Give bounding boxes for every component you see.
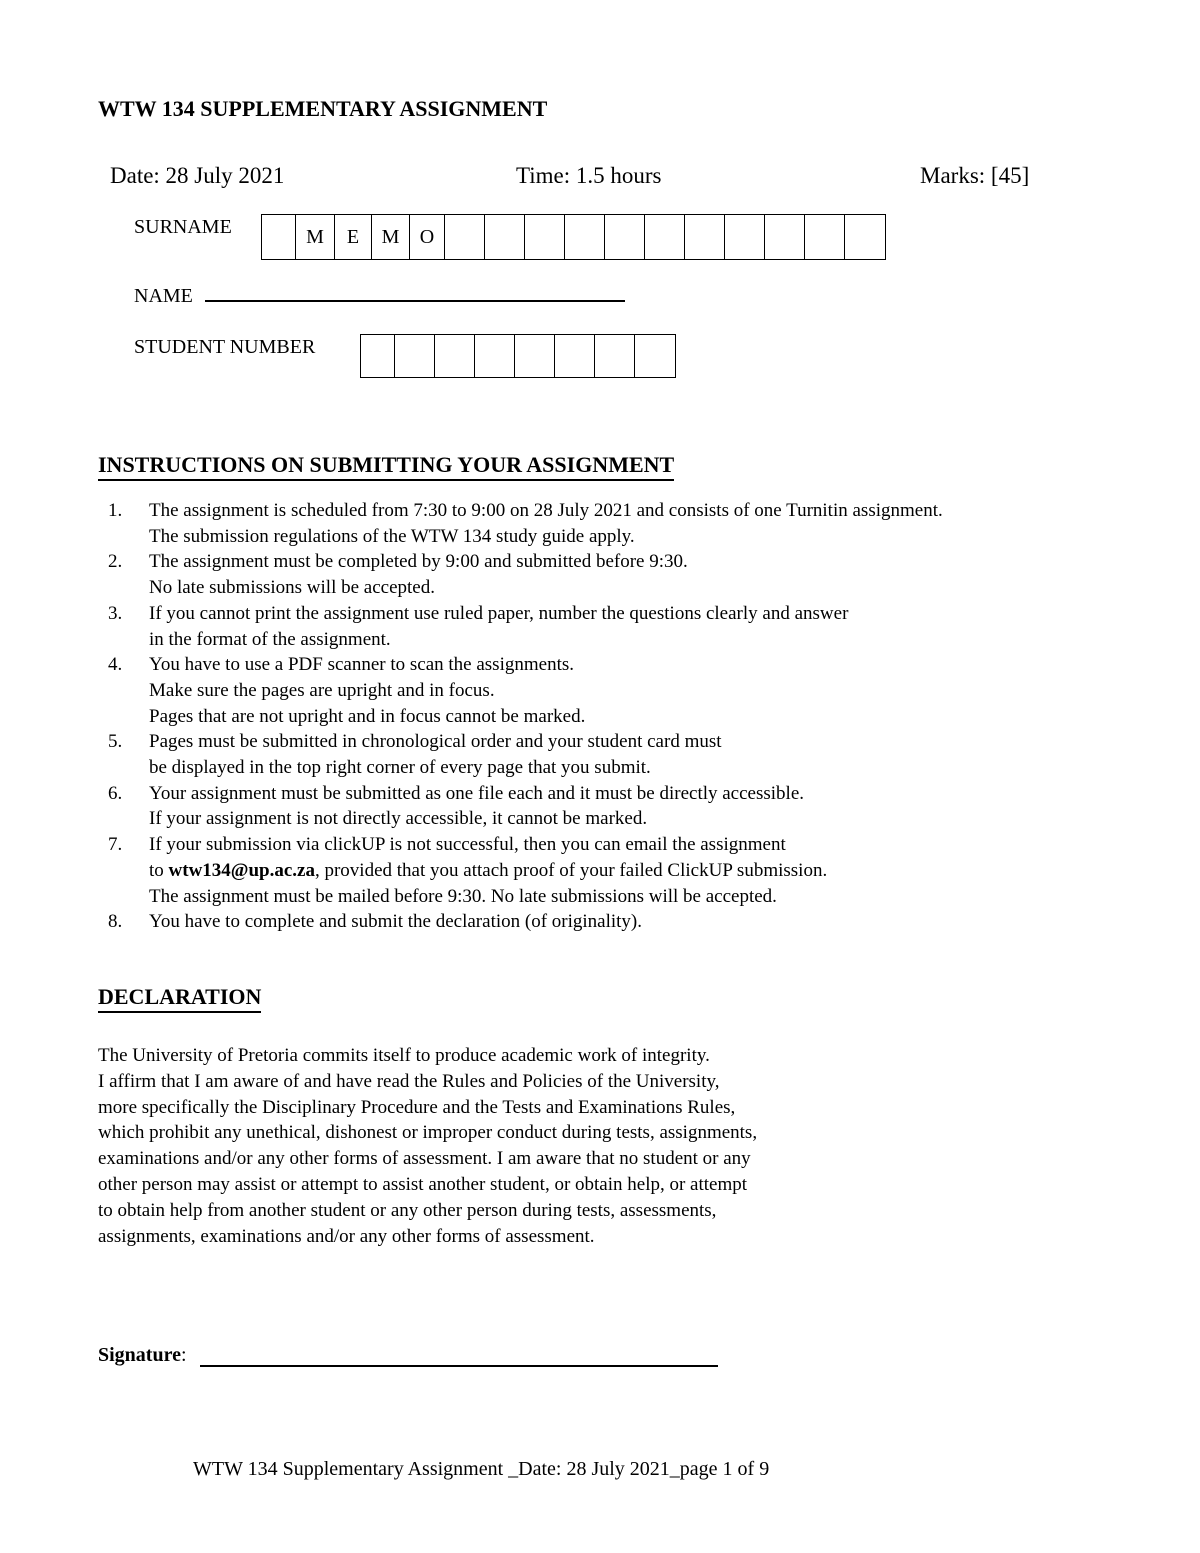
name-field-line[interactable] [205, 300, 625, 302]
student-number-label: STUDENT NUMBER [134, 336, 316, 358]
surname-letter-box[interactable]: O [410, 215, 445, 259]
instruction-line: Pages must be submitted in chronological order and your student card must [149, 731, 722, 753]
student-number-digit-box[interactable] [395, 335, 435, 377]
instruction-item [108, 832, 1178, 909]
student-number-digit-box[interactable] [595, 335, 635, 377]
instruction-line: No late submissions will be accepted. [149, 577, 435, 599]
instruction-number: 4. [108, 654, 123, 676]
declaration-line: more specifically the Disciplinary Procedure and the Tests and Examinations Rules, [98, 1096, 736, 1118]
declaration-line: which prohibit any unethical, dishonest or improper conduct during tests, assignments, [98, 1122, 758, 1144]
exam-date: Date: 28 July 2021 [110, 163, 285, 188]
declaration-line: other person may assist or attempt to assist another student, or obtain help, or attempt [98, 1173, 748, 1195]
instruction-line: be displayed in the top right corner of every page that you submit. [149, 757, 651, 779]
declaration-line: I affirm that I am aware of and have read the Rules and Policies of the University, [98, 1070, 720, 1092]
instruction-number: 1. [108, 500, 123, 521]
surname-letter-box[interactable] [845, 215, 885, 259]
instruction-item [108, 781, 1178, 832]
instructions-heading: INSTRUCTIONS ON SUBMITTING YOUR ASSIGNMENT [98, 452, 674, 481]
surname-label: SURNAME [134, 216, 232, 238]
declaration-line: assignments, examinations and/or any other forms of assessment. [98, 1225, 595, 1247]
surname-letter-box[interactable] [725, 215, 765, 259]
surname-letter-box[interactable] [262, 215, 296, 259]
instruction-number: 2. [108, 551, 123, 573]
signature-field-line[interactable] [200, 1365, 718, 1367]
instruction-number: 3. [108, 602, 123, 624]
surname-letter-box[interactable] [805, 215, 845, 259]
instruction-item [108, 498, 1178, 549]
page-footer: WTW 134 Supplementary Assignment _Date: 28 July 2021_page 1 of 9 [193, 1458, 770, 1480]
surname-letter-box[interactable]: M [296, 215, 335, 259]
instruction-line: The assignment is scheduled from 7:30 to 9:00 on 28 July 2021 and consists of one Turnitin assignment. [149, 500, 943, 521]
declaration-line: The University of Pretoria commits itself to produce academic work of integrity. [98, 1045, 710, 1066]
surname-letter-box[interactable]: E [335, 215, 372, 259]
instruction-line: in the format of the assignment. [149, 628, 391, 650]
declaration-line: examinations and/or any other forms of assessment. I am aware that no student or any [98, 1148, 751, 1170]
instruction-line: If your submission via clickUP is not successful, then you can email the assignment [149, 834, 786, 856]
instruction-number: 8. [108, 911, 123, 933]
instruction-line: Make sure the pages are upright and in focus. [149, 679, 495, 701]
instruction-line: Your assignment must be submitted as one file each and it must be directly accessible. [149, 782, 805, 804]
instruction-email-line [149, 858, 827, 884]
surname-letter-box[interactable]: M [372, 215, 410, 259]
surname-letter-box[interactable] [525, 215, 565, 259]
student-number-digit-box[interactable] [635, 335, 675, 377]
instruction-line: The assignment must be mailed before 9:30. No late submissions will be accepted. [149, 885, 777, 907]
surname-letter-box[interactable] [445, 215, 485, 259]
instruction-line: The submission regulations of the WTW 134 study guide apply. [149, 525, 635, 547]
instruction-number: 6. [108, 782, 123, 804]
surname-letter-box[interactable] [765, 215, 805, 259]
surname-letter-box[interactable] [565, 215, 605, 259]
instruction-item [108, 601, 1178, 652]
instruction-item [108, 729, 1178, 780]
instruction-item [108, 549, 1178, 600]
student-number-digit-box[interactable] [361, 335, 395, 377]
instruction-line: You have to use a PDF scanner to scan the assignments. [149, 654, 574, 676]
instruction-item [108, 652, 1178, 729]
declaration-text [98, 1043, 757, 1249]
instruction-line: Pages that are not upright and in focus cannot be marked. [149, 705, 586, 727]
instruction-line: You have to complete and submit the declaration (of originality). [149, 911, 643, 933]
student-number-digit-box[interactable] [555, 335, 595, 377]
instruction-line: If your assignment is not directly accessible, it cannot be marked. [149, 808, 648, 830]
student-number-boxes[interactable] [360, 334, 676, 378]
total-marks: Marks: [45] [920, 163, 1030, 188]
instruction-item [108, 909, 1178, 935]
document-title: WTW 134 SUPPLEMENTARY ASSIGNMENT [98, 96, 548, 121]
exam-duration: Time: 1.5 hours [516, 163, 662, 188]
surname-boxes[interactable] [261, 214, 886, 260]
instruction-number: 7. [108, 834, 123, 856]
email-prefix: to [149, 859, 169, 881]
declaration-line: to obtain help from another student or any other person during tests, assessments, [98, 1199, 717, 1221]
surname-letter-box[interactable] [605, 215, 645, 259]
instruction-line: The assignment must be completed by 9:00 and submitted before 9:30. [149, 551, 688, 573]
signature-label: Signature: [98, 1344, 187, 1366]
email-suffix: , provided that you attach proof of your failed ClickUP submission. [314, 859, 828, 881]
name-label: NAME [134, 285, 193, 307]
instruction-number: 5. [108, 731, 123, 753]
declaration-heading: DECLARATION [98, 984, 261, 1013]
support-email-link[interactable]: wtw134@up.ac.za [168, 859, 315, 881]
surname-letter-box[interactable] [485, 215, 525, 259]
surname-letter-box[interactable] [685, 215, 725, 259]
student-number-digit-box[interactable] [515, 335, 555, 377]
student-number-digit-box[interactable] [475, 335, 515, 377]
instructions-list [108, 498, 1178, 935]
instruction-line: If you cannot print the assignment use ruled paper, number the questions clearly and answer [149, 602, 849, 624]
surname-letter-box[interactable] [645, 215, 685, 259]
student-number-digit-box[interactable] [435, 335, 475, 377]
